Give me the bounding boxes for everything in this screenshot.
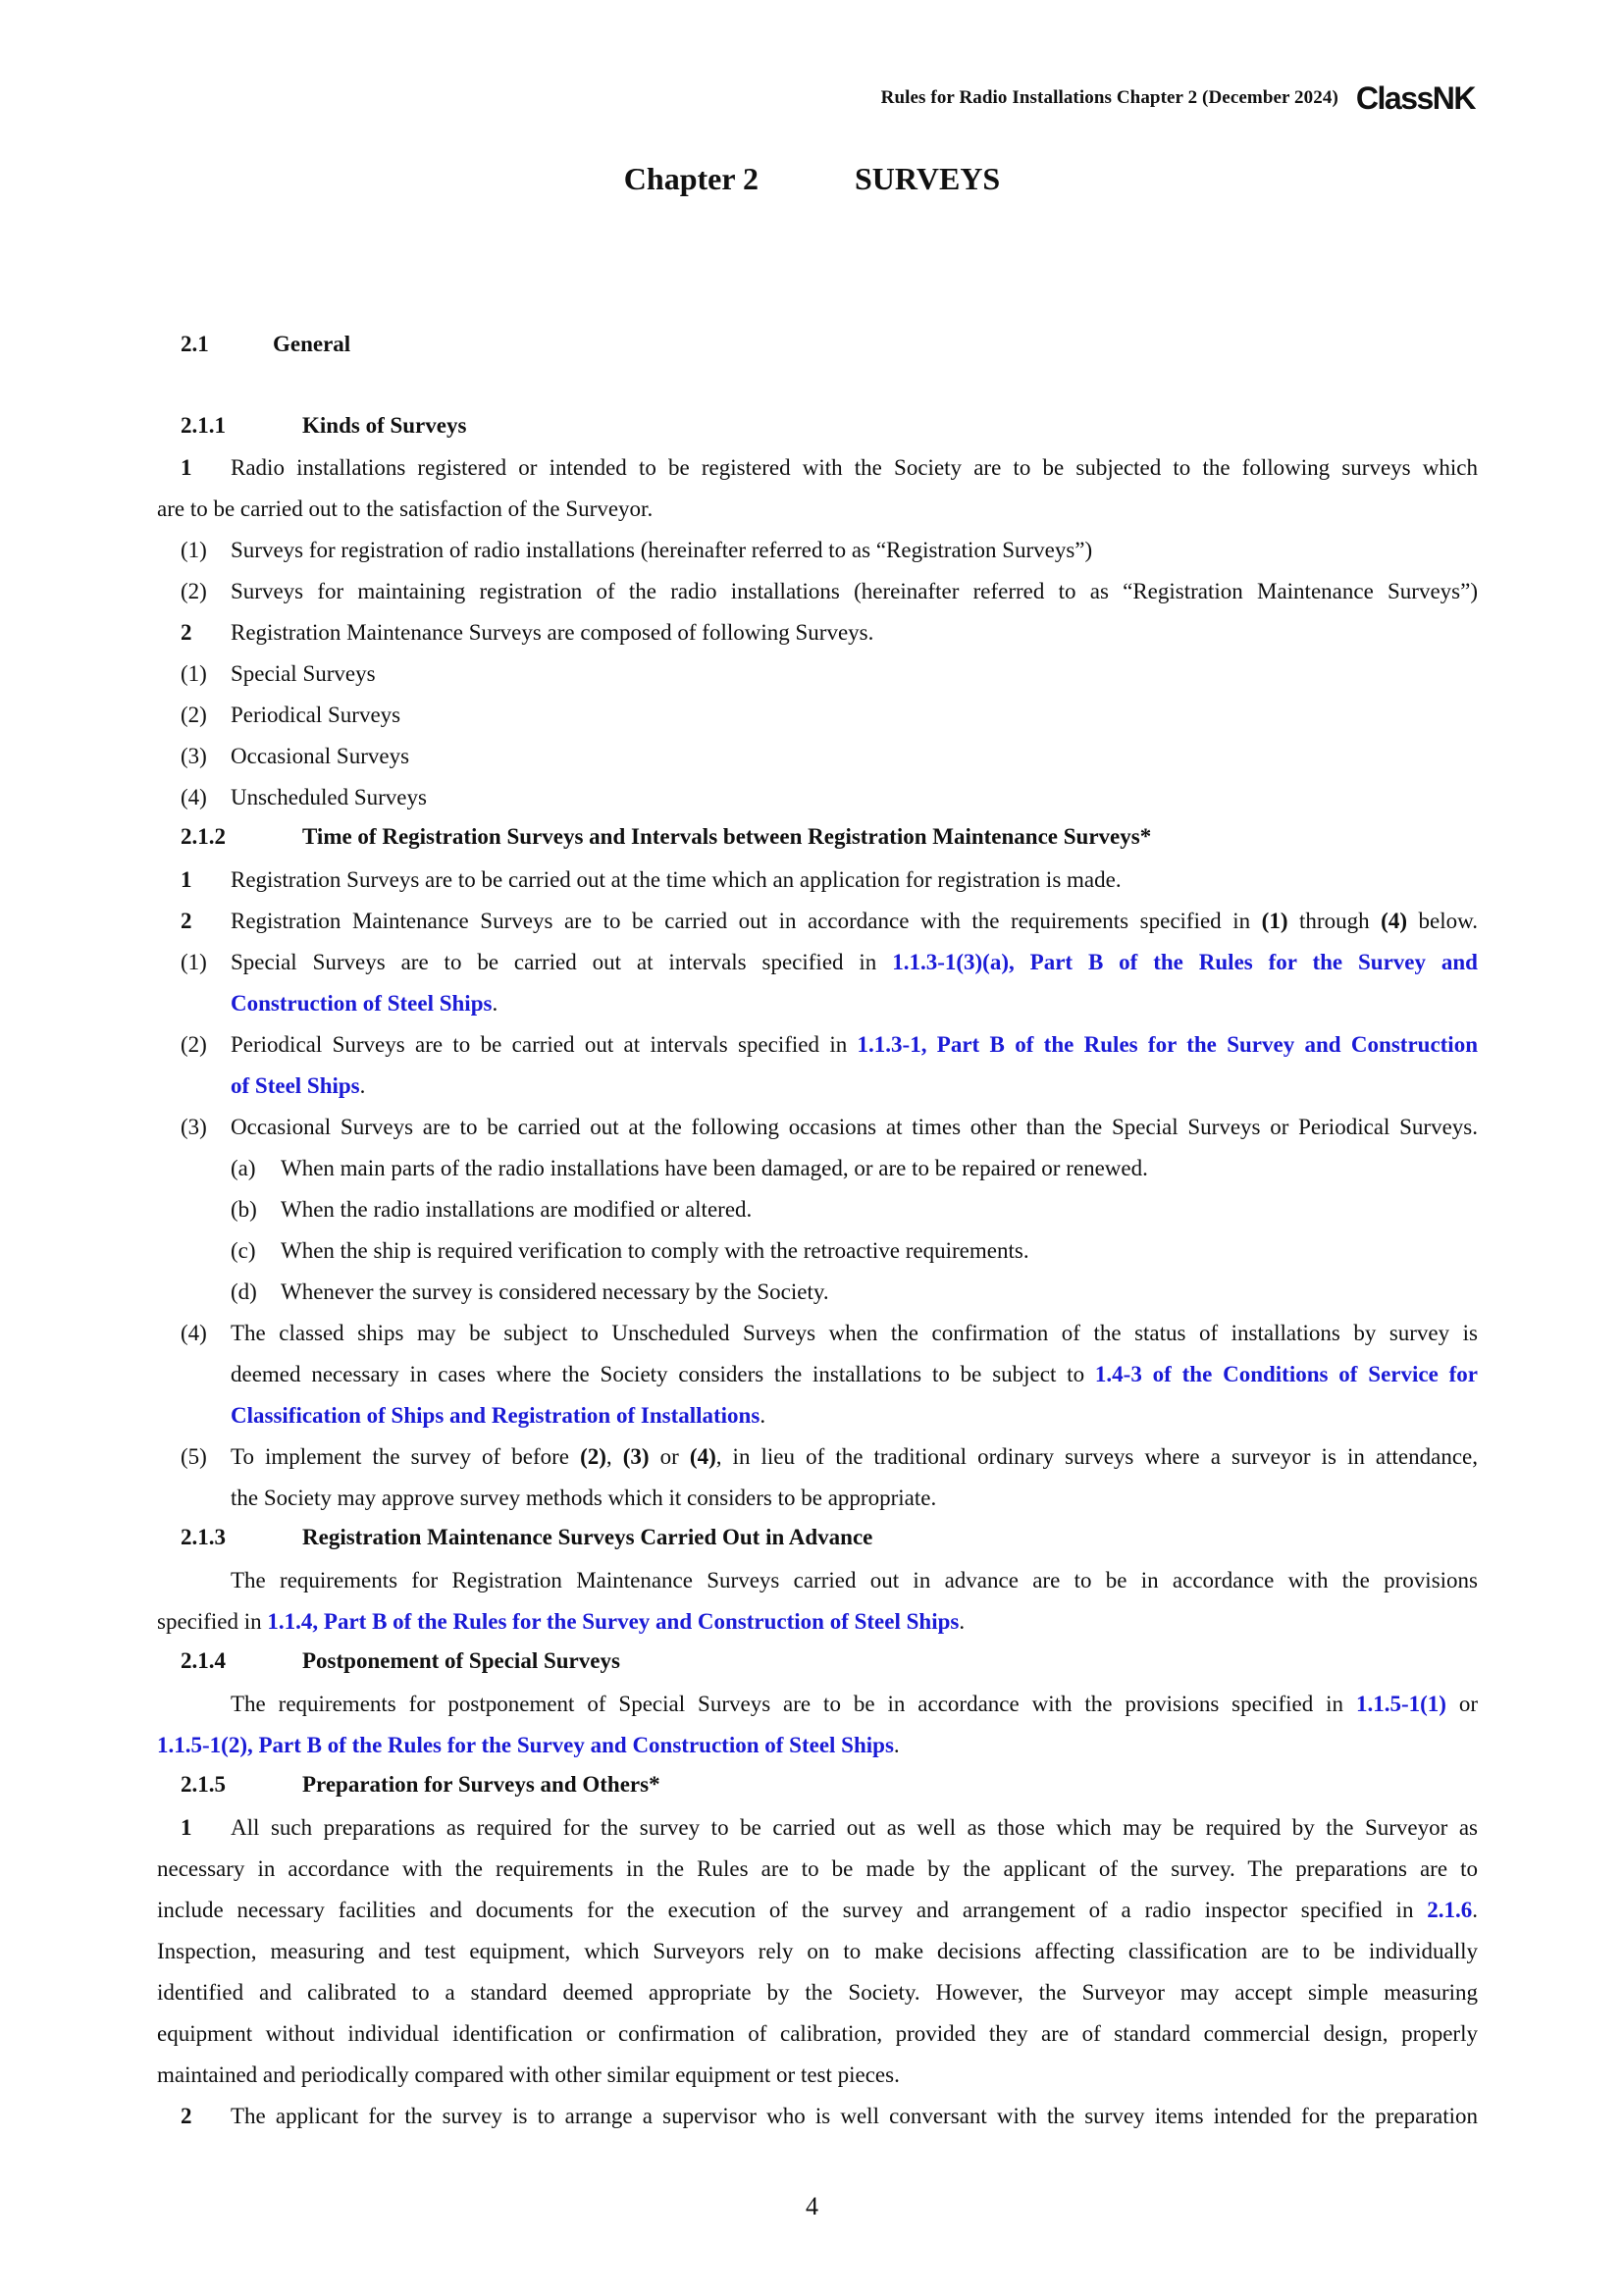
item-text: The classed ships may be subject to Unscheduled Surveys when the confirmation of the status of installations by survey is	[231, 1321, 1478, 1345]
subitem-text: When the radio installations are modified or altered.	[281, 1197, 753, 1222]
paragraph-number: 1	[181, 1815, 192, 1840]
section-heading: 2.1 General	[181, 332, 351, 356]
item-text: Classification of Ships and Registration of Installations.	[231, 1403, 766, 1428]
item-number: (1)	[181, 661, 207, 686]
classnk-logo: ClassNK	[1355, 79, 1475, 116]
paragraph-text: 1.1.5-1(2), Part B of the Rules for the Survey and Construction of Steel Ships.	[157, 1733, 900, 1757]
rule-reference-link[interactable]: 1.1.3-1, Part B of the Rules for the Survey and Construction	[857, 1032, 1478, 1057]
paragraph-text: maintained and periodically compared with other similar equipment or test pieces.	[157, 2062, 900, 2087]
paragraph-number: 2	[181, 2104, 192, 2128]
item-text: Surveys for maintaining registration of the radio installations (hereinafter referred to as “Registration Maintenance Surveys”)	[231, 579, 1478, 603]
item-text: Occasional Surveys are to be carried out at the following occasions at times other than the Special Surveys or Periodical Surveys.	[231, 1115, 1478, 1139]
item-number: (1)	[181, 950, 207, 974]
subitem-letter: (b)	[231, 1197, 257, 1222]
item-text: of Steel Ships.	[231, 1073, 366, 1098]
subitem-text: When main parts of the radio installations have been damaged, or are to be repaired or renewed.	[281, 1156, 1148, 1180]
paragraph-text: The requirements for Registration Maintenance Surveys carried out in advance are to be in accordance with the provisions	[231, 1568, 1478, 1592]
paragraph-text: All such preparations as required for the survey to be carried out as well as those which may be required by the Surveyor as	[231, 1815, 1478, 1840]
paragraph-text: necessary in accordance with the requirements in the Rules are to be made by the applicant of the survey. The preparations are to	[157, 1856, 1478, 1881]
item-text: Periodical Surveys	[231, 703, 401, 727]
item-text: deemed necessary in cases where the Society considers the installations to be subject to 1.4-3 of the Conditions of Service for	[231, 1362, 1478, 1386]
paragraph-text: Registration Maintenance Surveys are composed of following Surveys.	[231, 620, 874, 645]
subsection-heading: 2.1.5 Preparation for Surveys and Others*	[181, 1772, 660, 1797]
item-text: the Society may approve survey methods which it considers to be appropriate.	[231, 1486, 937, 1510]
chapter-title	[0, 161, 1624, 197]
page-number: 4	[806, 2192, 818, 2220]
subsection-heading: 2.1.3 Registration Maintenance Surveys Carried Out in Advance	[181, 1525, 873, 1549]
item-number: (2)	[181, 1032, 207, 1057]
rule-reference-link[interactable]: 1.1.5-1(1)	[1355, 1692, 1446, 1716]
item-text: Surveys for registration of radio installations (hereinafter referred to as “Registration Surveys”)	[231, 538, 1093, 562]
subitem-letter: (a)	[231, 1156, 256, 1180]
paragraph-text: Registration Maintenance Surveys are to be carried out in accordance with the requirements specified in (1) through (4) below.	[231, 909, 1478, 933]
rule-reference-link[interactable]: 1.1.4, Part B of the Rules for the Survey and Construction of Steel Ships	[267, 1609, 960, 1634]
item-number: (2)	[181, 703, 207, 727]
chapter-name: SURVEYS	[854, 161, 1001, 196]
item-number: (4)	[181, 1321, 207, 1345]
rule-reference-link[interactable]: Classification of Ships and Registration of Installations	[231, 1403, 760, 1428]
item-number: (3)	[181, 744, 207, 768]
item-text: Special Surveys are to be carried out at intervals specified in 1.1.3-1(3)(a), Part B of the Rules for the Survey and	[231, 950, 1478, 974]
rule-reference-link[interactable]: 2.1.6	[1427, 1898, 1473, 1922]
paragraph-number: 2	[181, 909, 192, 933]
rule-reference-link[interactable]: of Steel Ships	[231, 1073, 360, 1098]
paragraph-text: identified and calibrated to a standard deemed appropriate by the Society. However, the Surveyor may accept simple measuring	[157, 1980, 1478, 2005]
subitem-letter: (c)	[231, 1238, 256, 1263]
paragraph-text: are to be carried out to the satisfaction of the Surveyor.	[157, 496, 654, 521]
item-text: Construction of Steel Ships.	[231, 991, 498, 1016]
paragraph-text: The requirements for postponement of Special Surveys are to be in accordance with the provisions specified in 1.1.5-1(1) or	[231, 1692, 1478, 1716]
paragraph-number: 1	[181, 867, 192, 892]
paragraph-text: include necessary facilities and documents for the execution of the survey and arrangement of a radio inspector specified in 2.1.6.	[157, 1898, 1478, 1922]
subsection-heading: 2.1.1 Kinds of Surveys	[181, 413, 467, 438]
item-text: Periodical Surveys are to be carried out at intervals specified in 1.1.3-1, Part B of the Rules for the Survey and Construction	[231, 1032, 1478, 1057]
running-header	[881, 78, 1475, 118]
subitem-text: Whenever the survey is considered necessary by the Society.	[281, 1279, 829, 1304]
paragraph-text: Radio installations registered or intended to be registered with the Society are to be subjected to the following surveys which	[231, 455, 1478, 480]
chapter-label: Chapter 2	[623, 161, 759, 196]
item-number: (1)	[181, 538, 207, 562]
paragraph-text: equipment without individual identification or confirmation of calibration, provided they are of standard commercial design, properly	[157, 2021, 1478, 2046]
item-number: (3)	[181, 1115, 207, 1139]
paragraph-text: Inspection, measuring and test equipment, which Surveyors rely on to make decisions affecting classification are to be individually	[157, 1939, 1478, 1963]
paragraph-number: 1	[181, 455, 192, 480]
item-text: Unscheduled Surveys	[231, 785, 427, 809]
rule-reference-link[interactable]: 1.1.3-1(3)(a), Part B of the Rules for the Survey and	[892, 950, 1478, 974]
running-title: Rules for Radio Installations Chapter 2 (December 2024)	[880, 87, 1338, 108]
rule-reference-link[interactable]: Construction of Steel Ships	[231, 991, 493, 1016]
item-number: (2)	[181, 579, 207, 603]
subitem-letter: (d)	[231, 1279, 257, 1304]
subsection-heading: 2.1.4 Postponement of Special Surveys	[181, 1648, 620, 1673]
item-number: (5)	[181, 1444, 207, 1469]
item-number: (4)	[181, 785, 207, 809]
rule-reference-link[interactable]: 1.4-3 of the Conditions of Service for	[1094, 1362, 1478, 1386]
paragraph-text: Registration Surveys are to be carried out at the time which an application for registration is made.	[231, 867, 1122, 892]
paragraph-number: 2	[181, 620, 192, 645]
paragraph-text: The applicant for the survey is to arrange a supervisor who is well conversant with the survey items intended for the preparation	[231, 2104, 1478, 2128]
subitem-text: When the ship is required verification to comply with the retroactive requirements.	[281, 1238, 1029, 1263]
item-text: Special Surveys	[231, 661, 376, 686]
paragraph-text: specified in 1.1.4, Part B of the Rules for the Survey and Construction of Steel Ships.	[157, 1609, 966, 1634]
item-text: Occasional Surveys	[231, 744, 410, 768]
rule-reference-link[interactable]: 1.1.5-1(2), Part B of the Rules for the Survey and Construction of Steel Ships	[157, 1733, 894, 1757]
subsection-heading: 2.1.2 Time of Registration Surveys and Intervals between Registration Maintenance Surveys*	[181, 824, 1152, 849]
item-text: To implement the survey of before (2), (3) or (4), in lieu of the traditional ordinary surveys where a surveyor is in attendance,	[231, 1444, 1479, 1469]
